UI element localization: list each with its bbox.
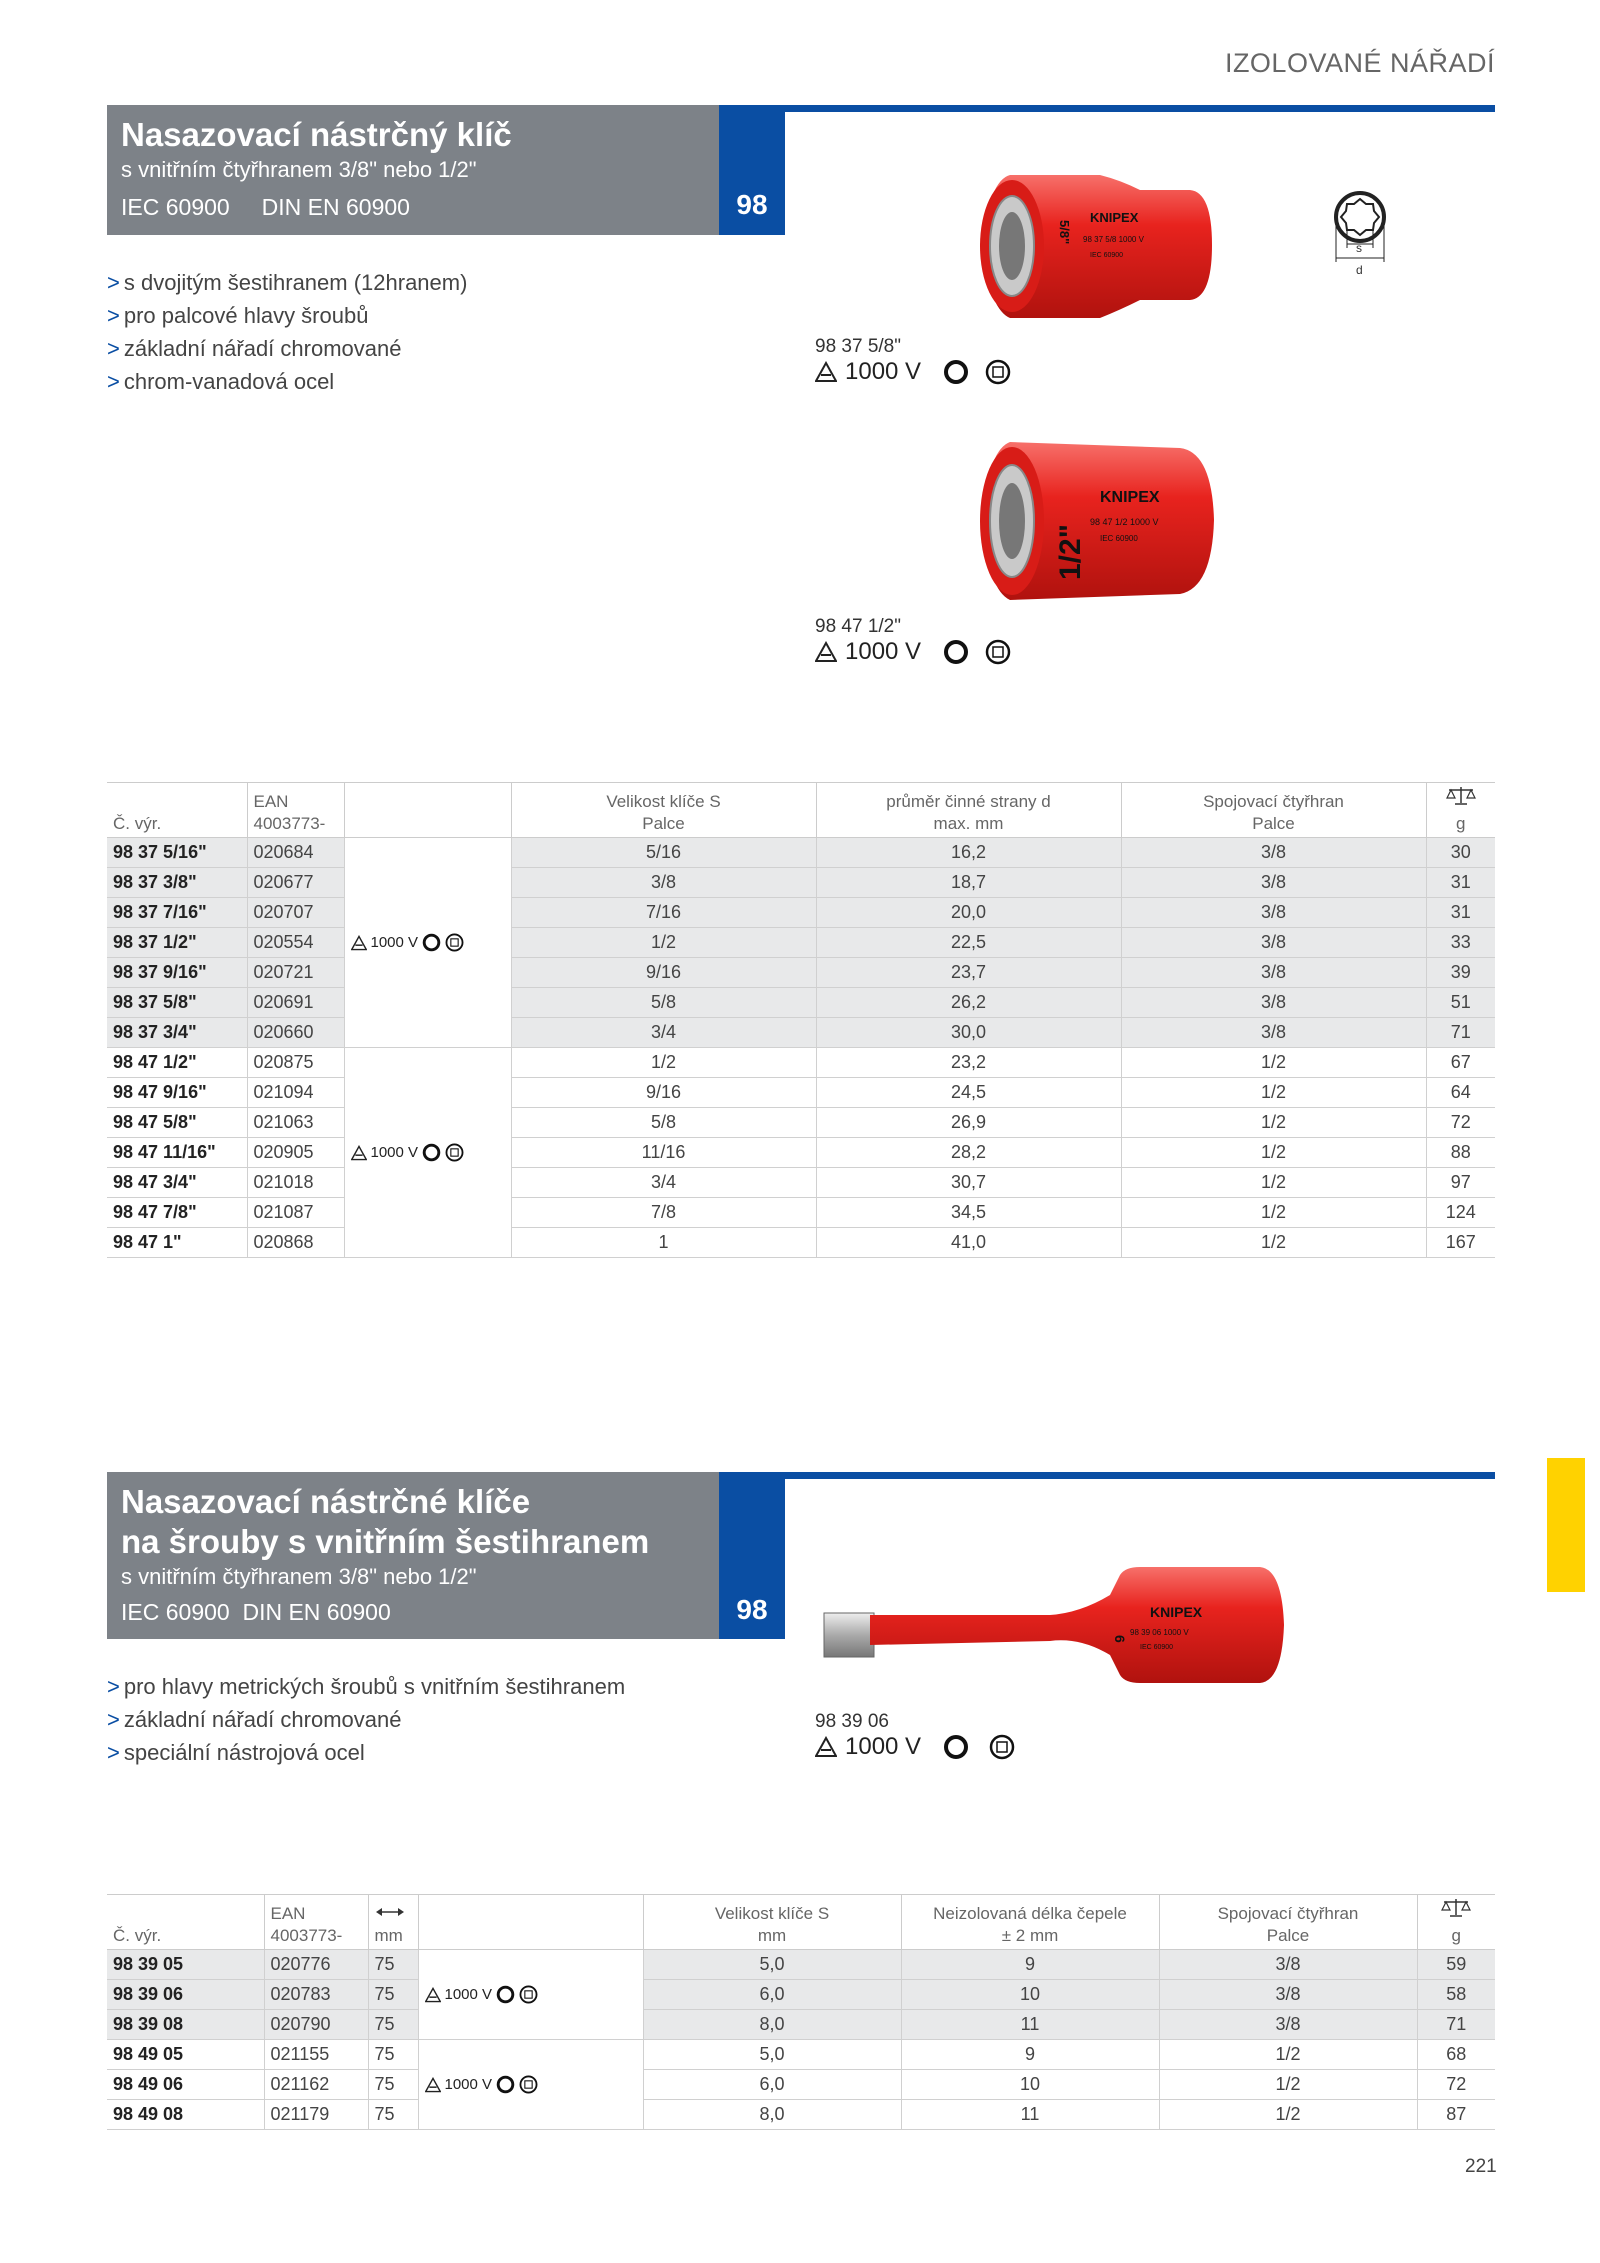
symbol-group-98-39: 1000 V (418, 1950, 643, 2040)
socket-ring-icon (496, 2075, 515, 2094)
col-blade: Neizolovaná délka čepele ± 2 mm (901, 1895, 1159, 1950)
col-symbols (344, 783, 511, 838)
svg-text:d: d (1356, 263, 1363, 277)
header-rule-2 (717, 1472, 1495, 1479)
voltage-rating-3: 1000 V (815, 1733, 1015, 1761)
col-art: Č. výr. (107, 1895, 264, 1950)
socket-ring-icon (943, 359, 969, 385)
svg-text:1/2": 1/2" (1054, 524, 1087, 580)
image-caption-98-39-06: 98 39 06 (815, 1711, 889, 1732)
svg-text:KNIPEX: KNIPEX (1150, 1604, 1203, 1620)
col-ean: EAN 4003773- (247, 783, 344, 838)
socket-ring-icon (943, 639, 969, 665)
table-row: 98 37 9/16" 020721 9/16 23,7 3/8 39 (107, 958, 1495, 988)
col-symbols (418, 1895, 643, 1950)
section2-standards: IEC 60900 DIN EN 60900 (121, 1599, 391, 1625)
symbol-group-98-49: 1000 V (418, 2040, 643, 2130)
table-row: 98 49 05 021155 75 1000 V 5,0 9 1/2 68 (107, 2040, 1495, 2070)
symbol-group-98-47: 1000 V (344, 1048, 511, 1258)
svg-text:KNIPEX: KNIPEX (1100, 489, 1160, 506)
scale-icon (1441, 1897, 1471, 1919)
scale-icon (1446, 785, 1476, 807)
socket-ring-icon (422, 933, 441, 952)
svg-text:IEC 60900: IEC 60900 (1140, 1644, 1174, 1651)
table-row: 98 47 7/8" 021087 7/8 34,5 1/2 124 (107, 1198, 1495, 1228)
insulated-triangle-icon (351, 1145, 367, 1161)
square-drive-icon (519, 2075, 538, 2094)
section1-number: 98 (719, 112, 785, 235)
insulated-triangle-icon (425, 1987, 441, 2003)
image-caption-98-37-5-8: 98 37 5/8" (815, 336, 901, 357)
socket-diagram (1330, 190, 1420, 290)
voltage-rating-1: 1000 V (815, 358, 1011, 386)
col-size: Velikost klíče S Palce (511, 783, 816, 838)
table-header-row (107, 1895, 1495, 1950)
table-row: 98 39 08 020790 75 8,0 11 3/8 71 (107, 2010, 1495, 2040)
table-row: 98 47 3/4" 021018 3/4 30,7 1/2 97 (107, 1168, 1495, 1198)
section2-title-box (107, 1472, 719, 1639)
section1-table (107, 782, 1495, 1258)
feature-item: > s dvojitým šestihranem (12hranem) (107, 270, 468, 295)
table-row: 98 47 1/2" 020875 1000 V 1/2 23,2 1/2 67 (107, 1048, 1495, 1078)
product-image-98-47-1-2 (950, 430, 1250, 610)
socket-ring-icon (943, 1734, 969, 1760)
col-art: Č. výr. (107, 783, 247, 838)
section1-title-box (107, 105, 719, 235)
page-tab-marker (1547, 1458, 1585, 1592)
table-row: 98 37 5/16" 020684 1000 V 5/16 16,2 3/8 30 (107, 838, 1495, 868)
table-row: 98 49 08 021179 75 8,0 11 1/2 87 (107, 2100, 1495, 2130)
section2-title-line1: Nasazovací nástrčné klíče (121, 1483, 531, 1520)
svg-text:98 47 1/2 1000 V: 98 47 1/2 1000 V (1090, 517, 1159, 527)
col-diameter: průměr činné strany d max. mm (816, 783, 1121, 838)
table-row: 98 39 06 020783 75 6,0 10 3/8 58 (107, 1980, 1495, 2010)
header-rule (717, 105, 1495, 112)
svg-text:IEC 60900: IEC 60900 (1090, 252, 1124, 259)
table-row: 98 47 5/8" 021063 5/8 26,9 1/2 72 (107, 1108, 1495, 1138)
table-row: 98 37 7/16" 020707 7/16 20,0 3/8 31 (107, 898, 1495, 928)
feature-item: > pro palcové hlavy šroubů (107, 303, 369, 328)
section2-table (107, 1894, 1495, 2130)
feature-item: > pro hlavy metrických šroubů s vnitřním šestihranem (107, 1674, 626, 1699)
svg-text:98 37 5/8 1000 V: 98 37 5/8 1000 V (1083, 235, 1144, 244)
table-row: 98 37 1/2" 020554 1/2 22,5 3/8 33 (107, 928, 1495, 958)
svg-text:5/8": 5/8" (1057, 220, 1072, 245)
table-row: 98 39 05 020776 75 1000 V 5,0 9 3/8 59 (107, 1950, 1495, 1980)
col-weight: g (1417, 1895, 1495, 1950)
section2-number: 98 (719, 1479, 785, 1639)
col-drive: Spojovací čtyřhran Palce (1121, 783, 1426, 838)
table-row: 98 37 5/8" 020691 5/8 26,2 3/8 51 (107, 988, 1495, 1018)
socket-ring-icon (422, 1143, 441, 1162)
insulated-triangle-icon (815, 361, 837, 383)
feature-item: > základní nářadí chromované (107, 336, 402, 361)
square-drive-icon (985, 639, 1011, 665)
page-header: IZOLOVANÉ NÁŘADÍ (1224, 48, 1495, 78)
table-row: 98 47 9/16" 021094 9/16 24,5 1/2 64 (107, 1078, 1495, 1108)
section1-subtitle: s vnitřním čtyřhranem 3/8" nebo 1/2" (121, 157, 477, 182)
col-drive: Spojovací čtyřhran Palce (1159, 1895, 1417, 1950)
table-row: 98 37 3/8" 020677 3/8 18,7 3/8 31 (107, 868, 1495, 898)
product-image-98-39-06 (820, 1555, 1300, 1695)
insulated-triangle-icon (815, 1736, 837, 1758)
table-row: 98 47 1" 020868 1 41,0 1/2 167 (107, 1228, 1495, 1258)
table-row: 98 49 06 021162 75 6,0 10 1/2 72 (107, 2070, 1495, 2100)
col-ean: EAN 4003773- (264, 1895, 368, 1950)
square-drive-icon (445, 1143, 464, 1162)
section1-title: Nasazovací nástrčný klíč (121, 116, 512, 153)
section1-standards: IEC 60900 DIN EN 60900 (121, 194, 410, 220)
section2-title-line2: na šrouby s vnitřním šestihranem (121, 1523, 650, 1560)
svg-text:IEC 60900: IEC 60900 (1100, 534, 1138, 543)
svg-text:6: 6 (1112, 1635, 1128, 1643)
table-row: 98 37 3/4" 020660 3/4 30,0 3/8 71 (107, 1018, 1495, 1048)
section2-features (107, 1670, 625, 1769)
table-header-row (107, 783, 1495, 838)
insulated-triangle-icon (425, 2077, 441, 2093)
image-caption-98-47-1-2: 98 47 1/2" (815, 616, 901, 637)
svg-text:s: s (1356, 241, 1362, 255)
col-length: mm (368, 1895, 418, 1950)
feature-item: > speciální nástrojová ocel (107, 1740, 365, 1765)
insulated-triangle-icon (815, 641, 837, 663)
svg-text:KNIPEX: KNIPEX (1090, 210, 1139, 225)
square-drive-icon (985, 359, 1011, 385)
svg-text:98 39 06 1000 V: 98 39 06 1000 V (1130, 1628, 1189, 1637)
insulated-triangle-icon (351, 935, 367, 951)
table-row: 98 47 11/16" 020905 11/16 28,2 1/2 88 (107, 1138, 1495, 1168)
square-drive-icon (989, 1734, 1015, 1760)
voltage-rating-2: 1000 V (815, 638, 1011, 666)
square-drive-icon (445, 933, 464, 952)
feature-item: > základní nářadí chromované (107, 1707, 402, 1732)
symbol-group-98-37: 1000 V (344, 838, 511, 1048)
page-number: 221 (1465, 2156, 1497, 2177)
section2-subtitle: s vnitřním čtyřhranem 3/8" nebo 1/2" (121, 1564, 477, 1589)
length-arrow-icon (375, 1905, 405, 1919)
product-image-98-37-5-8 (950, 160, 1250, 330)
feature-item: > chrom-vanadová ocel (107, 369, 335, 394)
col-size: Velikost klíče S mm (643, 1895, 901, 1950)
col-weight: g (1426, 783, 1495, 838)
section1-features (107, 266, 467, 398)
square-drive-icon (519, 1985, 538, 2004)
socket-ring-icon (496, 1985, 515, 2004)
